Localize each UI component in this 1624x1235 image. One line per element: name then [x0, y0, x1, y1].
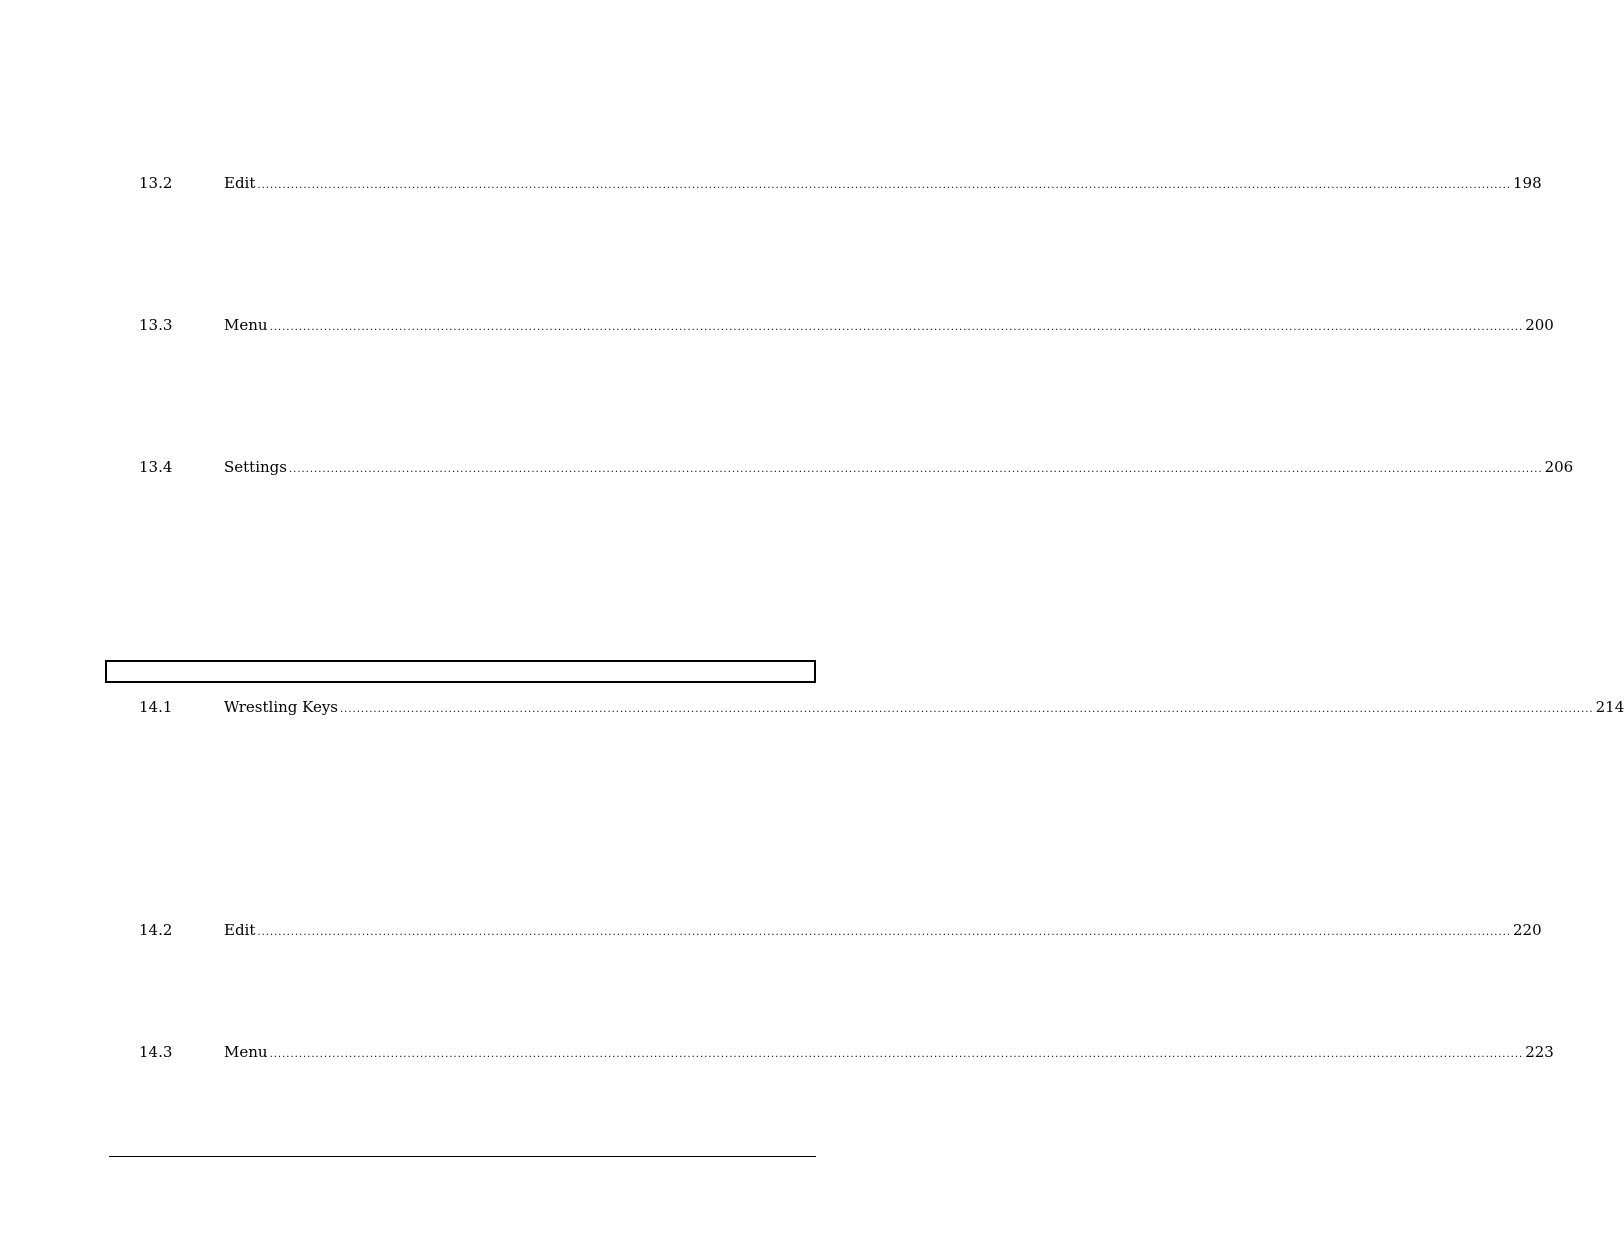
toc-entry-14-2[interactable]	[139, 920, 1542, 940]
toc-entry-title: Settings	[224, 458, 287, 476]
toc-entry-row	[224, 315, 1554, 338]
toc-entry-13-2[interactable]	[139, 173, 1542, 193]
toc-entry-row	[224, 1042, 1554, 1065]
section-heading-box	[105, 660, 816, 683]
toc-entry-page: 200	[1525, 316, 1554, 334]
toc-entry-page: 220	[1513, 921, 1542, 939]
toc-entry-page: 198	[1513, 174, 1542, 192]
dot-leader: ............................................................................................................................................................................................................................................................................................................	[257, 927, 1512, 938]
toc-entry-page: 223	[1525, 1043, 1554, 1061]
toc-entry-row	[224, 697, 1624, 720]
dot-leader: ............................................................................................................................................................................................................................................................................................................	[257, 180, 1512, 191]
toc-entry-number: 14.3	[139, 1043, 173, 1061]
toc-entry-number: 13.3	[139, 316, 173, 334]
toc-entry-page: 206	[1544, 458, 1574, 476]
toc-entry-title: Edit	[224, 921, 256, 939]
toc-entry-title: Menu	[224, 316, 268, 334]
toc-entry-row	[224, 920, 1542, 943]
toc-entry-13-4[interactable]	[139, 457, 1574, 477]
dot-leader: ............................................................................................................................................................................................................................................................................................................	[340, 704, 1594, 715]
toc-entry-page: 214	[1595, 698, 1624, 716]
toc-entry-row	[224, 173, 1542, 196]
dot-leader: ............................................................................................................................................................................................................................................................................................................	[288, 464, 1543, 475]
toc-entry-title: Wrestling Keys	[224, 698, 338, 716]
toc-entry-14-1[interactable]	[139, 697, 1624, 717]
toc-entry-number: 13.4	[139, 458, 173, 476]
toc-entry-13-3[interactable]	[139, 315, 1554, 335]
toc-entry-title: Edit	[224, 174, 256, 192]
dot-leader: ............................................................................................................................................................................................................................................................................................................	[269, 1049, 1524, 1060]
footer-rule	[109, 1156, 816, 1157]
toc-entry-row	[224, 457, 1574, 480]
toc-entry-number: 13.2	[139, 174, 173, 192]
toc-entry-title: Menu	[224, 1043, 268, 1061]
toc-entry-14-3[interactable]	[139, 1042, 1554, 1062]
dot-leader: ............................................................................................................................................................................................................................................................................................................	[269, 322, 1524, 333]
toc-entry-number: 14.2	[139, 921, 173, 939]
toc-entry-number: 14.1	[139, 698, 173, 716]
